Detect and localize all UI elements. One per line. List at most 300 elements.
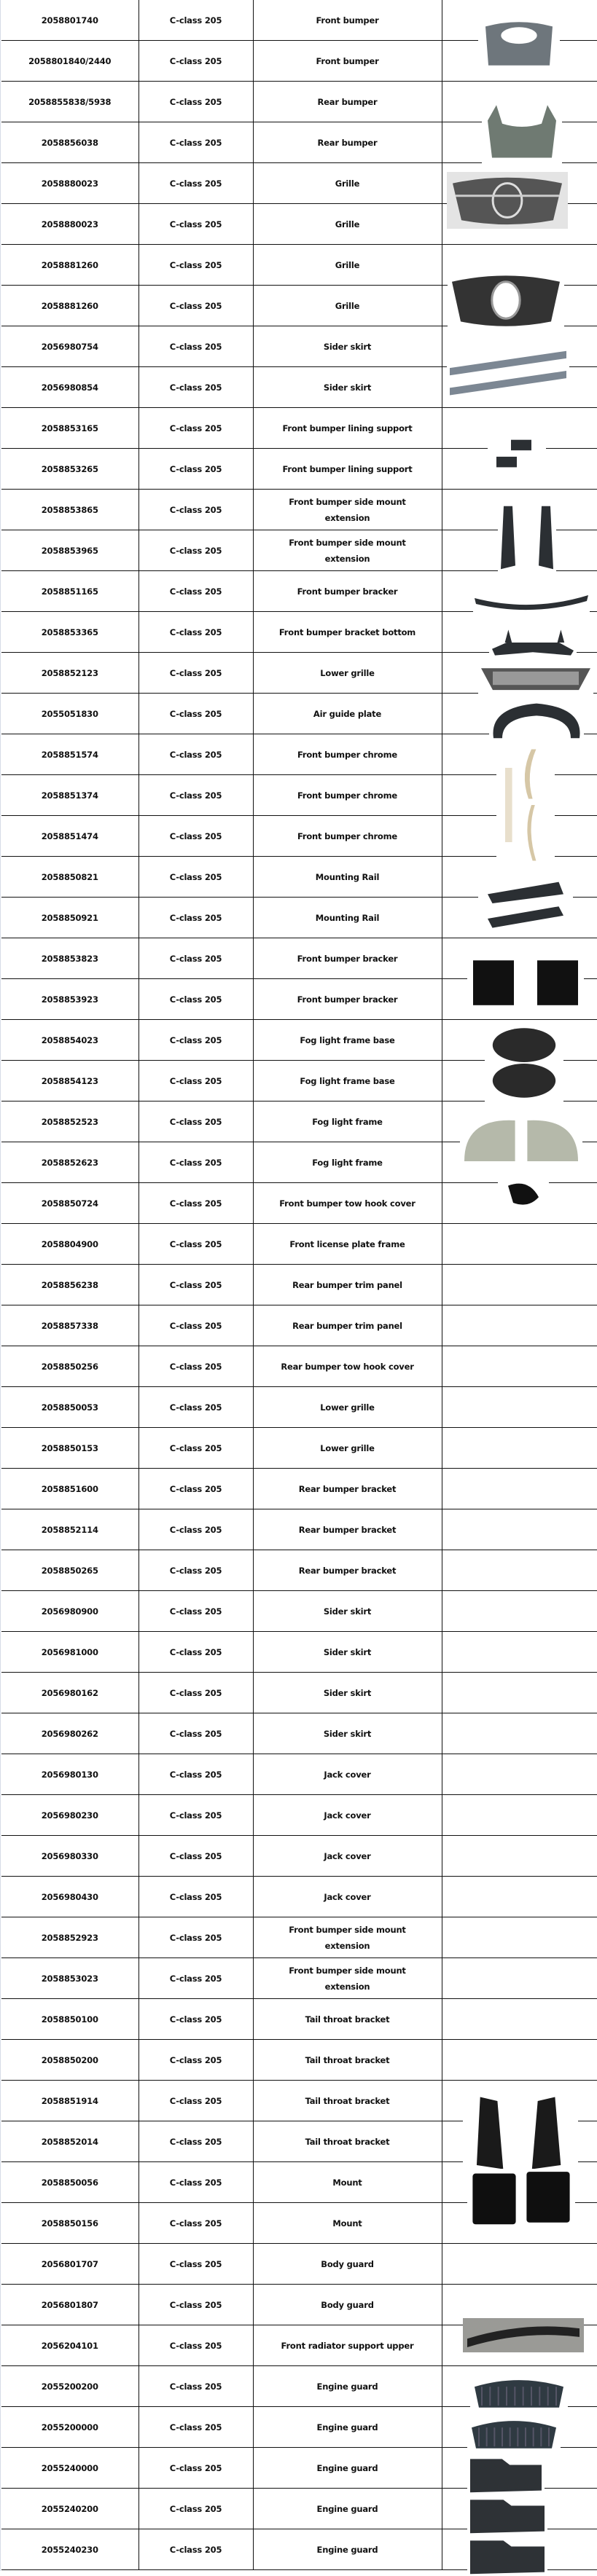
table-row bbox=[1, 1346, 597, 1387]
image-cell bbox=[442, 2244, 597, 2285]
table-row bbox=[1, 1265, 597, 1305]
description-text: Sider skirt bbox=[323, 1646, 372, 1657]
description-cell bbox=[253, 2203, 442, 2244]
model-cell bbox=[138, 694, 253, 734]
table-row bbox=[1, 1509, 597, 1550]
model-text: C-class 205 bbox=[169, 1279, 222, 1290]
part-number-cell bbox=[1, 449, 138, 490]
model-cell bbox=[138, 163, 253, 204]
part-number-text: 2058853823 bbox=[41, 953, 98, 964]
model-text: C-class 205 bbox=[169, 2014, 222, 2025]
model-text: C-class 205 bbox=[169, 708, 222, 719]
part-number-text: 2058850724 bbox=[41, 1198, 98, 1209]
model-text: C-class 205 bbox=[169, 1524, 222, 1535]
part-number-text: 2055200000 bbox=[41, 2422, 98, 2432]
model-cell bbox=[138, 408, 253, 449]
side-mount-extension-image bbox=[498, 503, 556, 573]
description-cell bbox=[253, 2081, 442, 2121]
part-number-cell bbox=[1, 1754, 138, 1795]
model-text: C-class 205 bbox=[169, 830, 222, 841]
model-text: C-class 205 bbox=[169, 2381, 222, 2392]
description-text: Front bumper bbox=[316, 55, 379, 66]
model-cell bbox=[138, 41, 253, 82]
description-cell bbox=[253, 204, 442, 245]
description-cell bbox=[253, 816, 442, 857]
part-number-text: 2058856238 bbox=[41, 1279, 98, 1290]
part-number-cell bbox=[1, 163, 138, 204]
description-text: Front bumper bracker bbox=[297, 994, 398, 1005]
model-text: C-class 205 bbox=[169, 790, 222, 801]
image-cell bbox=[442, 1754, 597, 1795]
table-row bbox=[1, 1877, 597, 1917]
table-row bbox=[1, 1713, 597, 1754]
model-cell bbox=[138, 1673, 253, 1713]
description-cell bbox=[253, 286, 442, 326]
description-text: Sider skirt bbox=[323, 382, 372, 393]
description-cell bbox=[253, 122, 442, 163]
description-cell bbox=[253, 1591, 442, 1632]
description-text: Front bumper chrome bbox=[297, 790, 398, 801]
part-number-cell bbox=[1, 1061, 138, 1102]
model-cell bbox=[138, 898, 253, 938]
model-text: C-class 205 bbox=[169, 178, 222, 189]
description-cell bbox=[253, 857, 442, 898]
part-number-text: 2058852523 bbox=[41, 1116, 98, 1127]
part-number-text: 2055051830 bbox=[41, 708, 98, 719]
description-cell bbox=[253, 245, 442, 286]
engine-guard-image-5 bbox=[467, 2537, 547, 2576]
part-number-text: 2058852923 bbox=[41, 1932, 98, 1943]
description-cell bbox=[253, 979, 442, 1020]
description-cell bbox=[253, 1509, 442, 1550]
table-row bbox=[1, 1591, 597, 1632]
front-bumper-bracker-image bbox=[473, 586, 590, 616]
image-cell bbox=[442, 1224, 597, 1265]
table-row bbox=[1, 1795, 597, 1836]
description-cell bbox=[253, 41, 442, 82]
lower-grille-image bbox=[478, 661, 593, 695]
description-cell bbox=[253, 1469, 442, 1509]
part-number-text: 2058850100 bbox=[41, 2014, 98, 2025]
model-text: C-class 205 bbox=[169, 871, 222, 882]
diamond-grille-image bbox=[448, 270, 564, 331]
model-text: C-class 205 bbox=[169, 300, 222, 311]
model-cell bbox=[138, 2121, 253, 2162]
description-cell bbox=[253, 2162, 442, 2203]
description-cell bbox=[253, 1346, 442, 1387]
model-cell bbox=[138, 367, 253, 408]
part-number-cell bbox=[1, 938, 138, 979]
description-cell bbox=[253, 1061, 442, 1102]
model-cell bbox=[138, 1509, 253, 1550]
model-cell bbox=[138, 1387, 253, 1428]
front-bumper-image bbox=[478, 15, 560, 74]
part-number-cell bbox=[1, 2529, 138, 2570]
table-row bbox=[1, 1836, 597, 1877]
model-text: C-class 205 bbox=[169, 137, 222, 148]
description-cell bbox=[253, 1958, 442, 1999]
description-text: Tail throat bracket bbox=[305, 2054, 390, 2065]
model-text: C-class 205 bbox=[169, 1810, 222, 1821]
model-text: C-class 205 bbox=[169, 1402, 222, 1413]
model-text: C-class 205 bbox=[169, 912, 222, 923]
description-cell bbox=[253, 1387, 442, 1428]
model-cell bbox=[138, 1183, 253, 1224]
part-number-cell bbox=[1, 1509, 138, 1550]
model-cell bbox=[138, 1632, 253, 1673]
description-text: Sider skirt bbox=[323, 1728, 372, 1739]
description-text: Rear bumper tow hook cover bbox=[281, 1361, 414, 1372]
description-text: Fog light frame base bbox=[300, 1075, 395, 1086]
model-cell bbox=[138, 1469, 253, 1509]
model-cell bbox=[138, 2285, 253, 2325]
model-text: C-class 205 bbox=[169, 2136, 222, 2147]
model-text: C-class 205 bbox=[169, 1646, 222, 1657]
model-text: C-class 205 bbox=[169, 463, 222, 474]
part-number-text: 2056980900 bbox=[41, 1606, 98, 1617]
description-text: Engine guard bbox=[316, 2381, 378, 2392]
description-text: Rear bumper bbox=[317, 96, 378, 107]
description-cell bbox=[253, 1673, 442, 1713]
part-number-text: 2055240000 bbox=[41, 2462, 98, 2473]
image-cell bbox=[442, 1509, 597, 1550]
part-number-text: 2058880023 bbox=[41, 219, 98, 229]
model-cell bbox=[138, 1836, 253, 1877]
part-number-text: 2055240200 bbox=[41, 2503, 98, 2514]
model-cell bbox=[138, 2529, 253, 2570]
part-number-text: 2056980162 bbox=[41, 1687, 98, 1698]
grille-image bbox=[447, 172, 568, 229]
part-number-text: 2058853165 bbox=[41, 423, 98, 433]
part-number-text: 2056204101 bbox=[41, 2340, 98, 2351]
part-number-cell bbox=[1, 1346, 138, 1387]
description-cell bbox=[253, 1102, 442, 1142]
image-cell bbox=[442, 1917, 597, 1958]
description-cell bbox=[253, 2121, 442, 2162]
image-cell bbox=[442, 1958, 597, 1999]
part-number-cell bbox=[1, 1673, 138, 1713]
model-text: C-class 205 bbox=[169, 2462, 222, 2473]
image-cell bbox=[442, 1265, 597, 1305]
model-text: C-class 205 bbox=[169, 423, 222, 433]
model-cell bbox=[138, 530, 253, 571]
part-number-text: 2058852114 bbox=[41, 1524, 98, 1535]
part-number-cell bbox=[1, 2162, 138, 2203]
model-cell bbox=[138, 122, 253, 163]
description-text: Rear bumper bbox=[317, 137, 378, 148]
description-text: Fog light frame bbox=[312, 1116, 383, 1127]
description-text: Jack cover bbox=[324, 1769, 371, 1780]
description-text: Front bumper bbox=[316, 15, 379, 25]
part-number-cell bbox=[1, 653, 138, 694]
part-number-text: 2055200200 bbox=[41, 2381, 98, 2392]
part-number-cell bbox=[1, 2244, 138, 2285]
description-text: Tail throat bracket bbox=[305, 2136, 390, 2147]
description-cell bbox=[253, 1305, 442, 1346]
part-number-text: 2058851574 bbox=[41, 749, 98, 760]
table-row bbox=[1, 1387, 597, 1428]
model-cell bbox=[138, 2325, 253, 2366]
part-number-cell bbox=[1, 2203, 138, 2244]
model-text: C-class 205 bbox=[169, 2544, 222, 2555]
part-number-text: 2058856038 bbox=[41, 137, 98, 148]
description-cell bbox=[253, 653, 442, 694]
description-text: Rear bumper trim panel bbox=[292, 1279, 402, 1290]
model-text: C-class 205 bbox=[169, 1687, 222, 1698]
model-cell bbox=[138, 82, 253, 122]
part-number-text: 2058850821 bbox=[41, 871, 98, 882]
part-number-text: 2058881260 bbox=[41, 259, 98, 270]
model-cell bbox=[138, 1795, 253, 1836]
part-number-text: 2058851914 bbox=[41, 2095, 98, 2106]
rear-bumper-image bbox=[482, 102, 562, 164]
model-text: C-class 205 bbox=[169, 627, 222, 637]
model-cell bbox=[138, 0, 253, 41]
description-text: Front bumper bracket bottom bbox=[278, 627, 416, 637]
description-cell bbox=[253, 1142, 442, 1183]
mounting-rail-image bbox=[478, 873, 573, 934]
model-text: C-class 205 bbox=[169, 219, 222, 229]
part-number-text: 2058850156 bbox=[41, 2218, 98, 2229]
part-number-text: 2056981000 bbox=[41, 1646, 98, 1657]
description-text: Fog light frame base bbox=[300, 1034, 395, 1045]
part-number-text: 2058855838/5938 bbox=[28, 96, 112, 107]
description-cell bbox=[253, 1020, 442, 1061]
model-cell bbox=[138, 734, 253, 775]
part-number-text: 2058850053 bbox=[41, 1402, 98, 1413]
model-text: C-class 205 bbox=[169, 1442, 222, 1453]
part-number-cell bbox=[1, 1020, 138, 1061]
bumper-bracker-pair-image bbox=[467, 951, 584, 1011]
part-number-text: 2058850153 bbox=[41, 1442, 98, 1453]
part-number-text: 2056980430 bbox=[41, 1891, 98, 1902]
image-cell bbox=[442, 1387, 597, 1428]
description-text: Mounting Rail bbox=[315, 871, 380, 882]
table-row bbox=[1, 1958, 597, 1999]
model-cell bbox=[138, 1917, 253, 1958]
model-text: C-class 205 bbox=[169, 1483, 222, 1494]
description-text: Rear bumper trim panel bbox=[292, 1320, 402, 1331]
description-text: Front bumper chrome bbox=[297, 830, 398, 841]
description-text: Grille bbox=[335, 178, 360, 189]
description-cell bbox=[253, 898, 442, 938]
description-cell bbox=[253, 1428, 442, 1469]
model-text: C-class 205 bbox=[169, 504, 222, 515]
part-number-cell bbox=[1, 2489, 138, 2529]
model-cell bbox=[138, 816, 253, 857]
model-text: C-class 205 bbox=[169, 1932, 222, 1943]
description-text: Front bumper side mount extension bbox=[289, 537, 406, 564]
part-number-text: 2058853265 bbox=[41, 463, 98, 474]
description-cell bbox=[253, 2407, 442, 2448]
model-cell bbox=[138, 1754, 253, 1795]
part-number-text: 2058804900 bbox=[41, 1238, 98, 1249]
description-cell bbox=[253, 1917, 442, 1958]
description-text: Rear bumper bracket bbox=[298, 1483, 397, 1494]
image-cell bbox=[442, 1673, 597, 1713]
model-cell bbox=[138, 979, 253, 1020]
part-number-cell bbox=[1, 1836, 138, 1877]
model-text: C-class 205 bbox=[169, 1198, 222, 1209]
model-text: C-class 205 bbox=[169, 586, 222, 597]
description-text: Mounting Rail bbox=[315, 912, 380, 923]
model-text: C-class 205 bbox=[169, 2177, 222, 2188]
part-number-text: 2058852014 bbox=[41, 2136, 98, 2147]
description-cell bbox=[253, 1999, 442, 2040]
part-number-cell bbox=[1, 2448, 138, 2489]
description-cell bbox=[253, 2448, 442, 2489]
model-text: C-class 205 bbox=[169, 667, 222, 678]
description-text: Jack cover bbox=[324, 1891, 371, 1902]
part-number-cell bbox=[1, 2081, 138, 2121]
part-number-cell bbox=[1, 816, 138, 857]
image-cell bbox=[442, 1305, 597, 1346]
table-row bbox=[1, 1224, 597, 1265]
description-text: Lower grille bbox=[320, 1442, 375, 1453]
part-number-cell bbox=[1, 1877, 138, 1917]
part-number-cell bbox=[1, 1999, 138, 2040]
model-text: C-class 205 bbox=[169, 994, 222, 1005]
part-number-text: 2058801740 bbox=[41, 15, 98, 25]
model-text: C-class 205 bbox=[169, 1157, 222, 1168]
part-number-cell bbox=[1, 1713, 138, 1754]
description-text: Engine guard bbox=[316, 2503, 378, 2514]
description-cell bbox=[253, 0, 442, 41]
description-cell bbox=[253, 1632, 442, 1673]
air-guide-plate-image bbox=[489, 699, 584, 740]
description-text: Front bumper side mount extension bbox=[289, 1924, 406, 1951]
part-number-cell bbox=[1, 1795, 138, 1836]
part-number-text: 2056980230 bbox=[41, 1810, 98, 1821]
part-number-cell bbox=[1, 1550, 138, 1591]
model-text: C-class 205 bbox=[169, 382, 222, 393]
engine-guard-image-3 bbox=[467, 2455, 545, 2494]
part-number-text: 2058850200 bbox=[41, 2054, 98, 2065]
description-cell bbox=[253, 694, 442, 734]
image-cell bbox=[442, 1469, 597, 1509]
fog-light-base-image bbox=[485, 1024, 563, 1102]
description-text: Mount bbox=[332, 2177, 362, 2188]
part-number-cell bbox=[1, 2325, 138, 2366]
part-number-cell bbox=[1, 857, 138, 898]
bumper-chrome-image bbox=[496, 743, 555, 867]
image-cell bbox=[442, 1877, 597, 1917]
part-number-cell bbox=[1, 734, 138, 775]
description-cell bbox=[253, 2529, 442, 2570]
fog-light-frame-image bbox=[460, 1109, 582, 1167]
description-cell bbox=[253, 326, 442, 367]
description-cell bbox=[253, 2244, 442, 2285]
description-text: Sider skirt bbox=[323, 1687, 372, 1698]
description-text: Rear bumper bracket bbox=[298, 1524, 397, 1535]
part-number-text: 2058853965 bbox=[41, 545, 98, 556]
description-cell bbox=[253, 1713, 442, 1754]
description-text: Front bumper tow hook cover bbox=[279, 1198, 415, 1209]
model-text: C-class 205 bbox=[169, 341, 222, 352]
model-cell bbox=[138, 2203, 253, 2244]
model-cell bbox=[138, 1061, 253, 1102]
description-text: Front bumper chrome bbox=[297, 749, 398, 760]
part-number-text: 2058850921 bbox=[41, 912, 98, 923]
model-cell bbox=[138, 1224, 253, 1265]
table-row bbox=[1, 2244, 597, 2285]
part-number-cell bbox=[1, 1591, 138, 1632]
description-text: Front bumper bracker bbox=[297, 953, 398, 964]
model-cell bbox=[138, 1877, 253, 1917]
model-cell bbox=[138, 2366, 253, 2407]
description-text: Jack cover bbox=[324, 1850, 371, 1861]
description-cell bbox=[253, 408, 442, 449]
part-number-text: 2058854123 bbox=[41, 1075, 98, 1086]
model-cell bbox=[138, 326, 253, 367]
model-cell bbox=[138, 1265, 253, 1305]
part-number-text: 2058850256 bbox=[41, 1361, 98, 1372]
part-number-cell bbox=[1, 326, 138, 367]
model-text: C-class 205 bbox=[169, 2258, 222, 2269]
part-number-text: 2058851165 bbox=[41, 586, 98, 597]
part-number-text: 2056980854 bbox=[41, 382, 98, 393]
model-text: C-class 205 bbox=[169, 2503, 222, 2514]
part-number-cell bbox=[1, 490, 138, 530]
part-number-cell bbox=[1, 775, 138, 816]
model-cell bbox=[138, 2407, 253, 2448]
description-cell bbox=[253, 530, 442, 571]
model-cell bbox=[138, 1958, 253, 1999]
model-text: C-class 205 bbox=[169, 2422, 222, 2432]
model-cell bbox=[138, 1999, 253, 2040]
table-row bbox=[1, 1428, 597, 1469]
description-text: Jack cover bbox=[324, 1810, 371, 1821]
part-number-cell bbox=[1, 245, 138, 286]
part-number-text: 2056980262 bbox=[41, 1728, 98, 1739]
description-text: Front bumper lining support bbox=[282, 463, 413, 474]
model-text: C-class 205 bbox=[169, 2340, 222, 2351]
model-cell bbox=[138, 2162, 253, 2203]
part-number-text: 2058852623 bbox=[41, 1157, 98, 1168]
description-text: Grille bbox=[335, 300, 360, 311]
part-number-text: 2058880023 bbox=[41, 178, 98, 189]
part-number-cell bbox=[1, 1102, 138, 1142]
model-text: C-class 205 bbox=[169, 1361, 222, 1372]
part-number-cell bbox=[1, 979, 138, 1020]
table-row bbox=[1, 1673, 597, 1713]
description-cell bbox=[253, 1224, 442, 1265]
description-text: Lower grille bbox=[320, 1402, 375, 1413]
part-number-text: 2056801707 bbox=[41, 2258, 98, 2269]
description-text: Engine guard bbox=[316, 2544, 378, 2555]
part-number-text: 2056980754 bbox=[41, 341, 98, 352]
table-row bbox=[1, 1754, 597, 1795]
description-cell bbox=[253, 2366, 442, 2407]
description-cell bbox=[253, 449, 442, 490]
model-text: C-class 205 bbox=[169, 259, 222, 270]
model-text: C-class 205 bbox=[169, 1973, 222, 1984]
part-number-cell bbox=[1, 1265, 138, 1305]
model-text: C-class 205 bbox=[169, 1320, 222, 1331]
description-cell bbox=[253, 775, 442, 816]
part-number-text: 2058853923 bbox=[41, 994, 98, 1005]
description-text: Front bumper bracker bbox=[297, 586, 398, 597]
part-number-cell bbox=[1, 1632, 138, 1673]
description-cell bbox=[253, 82, 442, 122]
description-cell bbox=[253, 163, 442, 204]
part-number-cell bbox=[1, 2285, 138, 2325]
model-cell bbox=[138, 1550, 253, 1591]
part-number-cell bbox=[1, 2407, 138, 2448]
engine-guard-image-1 bbox=[470, 2373, 568, 2411]
model-cell bbox=[138, 571, 253, 612]
model-text: C-class 205 bbox=[169, 749, 222, 760]
